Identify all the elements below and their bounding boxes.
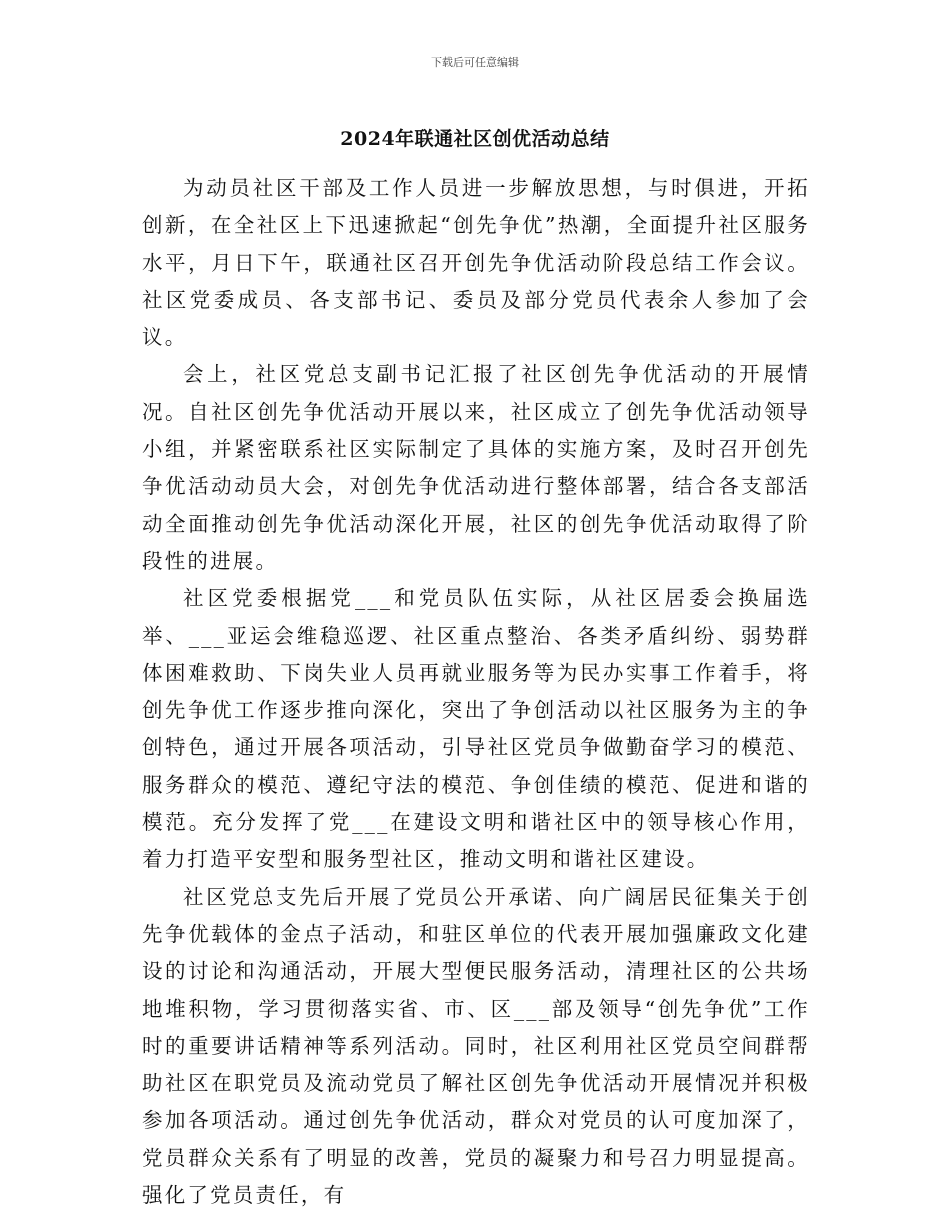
paragraph-4: 社区党总支先后开展了党员公开承诺、向广阔居民征集关于创先争优载体的金点子活动，和驻区单位的代表开展加强廉政文化建设的讨论和沟通活动，开展大型便民服务活动，清理社区的公共场地堆积物，学习贯彻落实省、市、区___部及领导“创先争优”工作时的重要讲话精神等系列活动。同时，社区利用社区党员空间群帮助社区在职党员及流动党员了解社区创先争优活动开展情况并积极参加各项活动。通过创先争优活动，群众对党员的认可度加深了，党员群众关系有了明显的改善，党员的凝聚力和号召力明显提高。强化了党员责任，有 <box>142 884 810 1208</box>
paragraph-1: 为动员社区干部及工作人员进一步解放思想，与时俱进，开拓创新，在全社区上下迅速掀起“创先争优”热潮，全面提升社区服务水平，月日下午，联通社区召开创先争优活动阶段总结工作会议。社区党委成员、各支部书记、委员及部分党员代表余人参加了会议。 <box>142 176 810 350</box>
paragraph-3: 社区党委根据党___和党员队伍实际，从社区居委会换届选举、___亚运会维稳巡逻、社区重点整治、各类矛盾纠纷、弱势群体困难救助、下岗失业人员再就业服务等为民办实事工作着手，将创先争优工作逐步推向深化，突出了争创活动以社区服务为主的争创特色，通过开展各项活动，引导社区党员争做勤奋学习的模范、服务群众的模范、遵纪守法的模范、争创佳绩的模范、促进和谐的模范。充分发挥了党___在建设文明和谐社区中的领导核心作用，着力打造平安型和服务型社区，推动文明和谐社区建设。 <box>142 586 810 872</box>
paragraph-2: 会上，社区党总支副书记汇报了社区创先争优活动的开展情况。自社区创先争优活动开展以来，社区成立了创先争优活动领导小组，并紧密联系社区实际制定了具体的实施方案，及时召开创先争优活动动员大会，对创先争优活动进行整体部署，结合各支部活动全面推动创先争优活动深化开展，社区的创先争优活动取得了阶段性的进展。 <box>142 362 810 573</box>
header-note: 下载后可任意编辑 <box>431 56 519 69</box>
document-body <box>142 170 810 1214</box>
document-title: 2024年联通社区创优活动总结 <box>340 128 610 150</box>
